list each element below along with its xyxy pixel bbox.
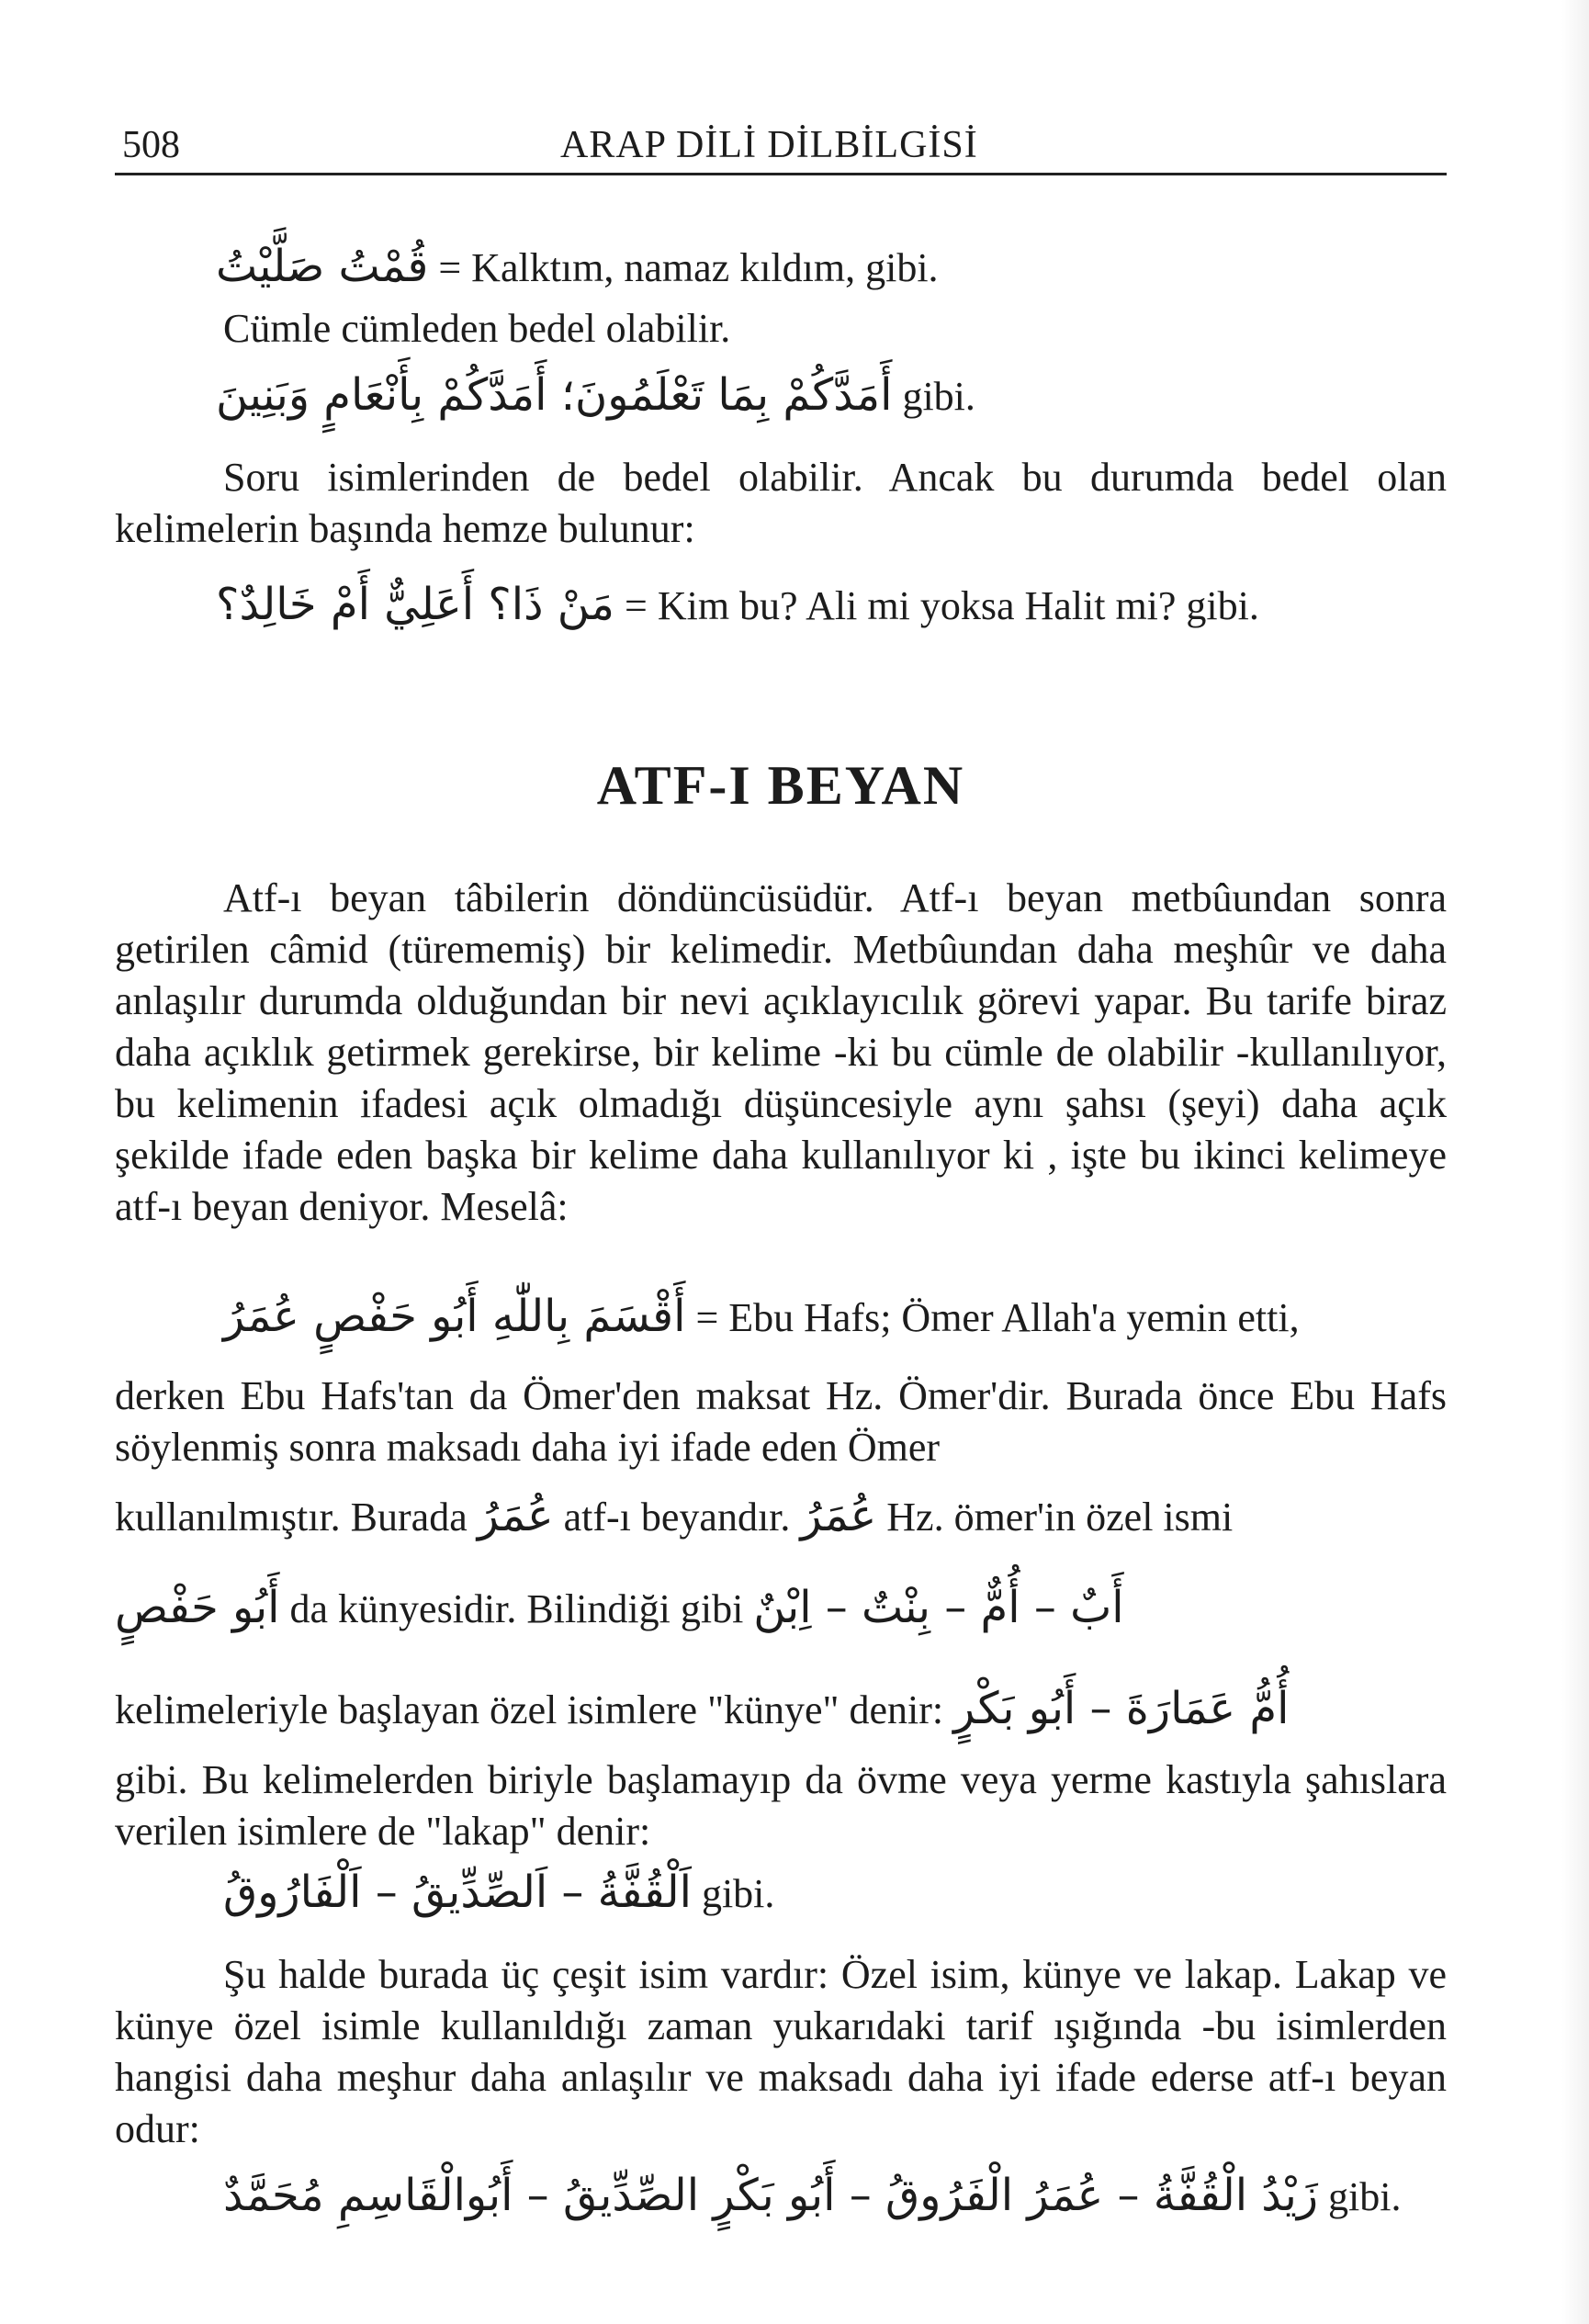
arabic-example: أَمَدَّكُمْ بِمَا تَعْلَمُونَ؛ أَمَدَّكُمْ بِأَنْعَامٍ وَبَنِينَ <box>216 369 893 421</box>
paragraph-su-halde: Şu halde burada üç çeşit isim vardır: Özel isim, künye ve lakap. Lakap ve künye özel isimle kullanıldığı zaman yukarıdaki tarif ışığında -bu isimlerden hangisi daha meşhur daha anlaşılır ve maksadı daha iyi ifade ederse atf-ı beyan odur: <box>115 1952 1447 2151</box>
line-kunye <box>115 1683 1289 1736</box>
example-names <box>223 2170 1401 2223</box>
arabic-word: أَبُو حَفْصٍ <box>115 1582 280 1633</box>
scan-edge-shadow <box>1561 0 1589 2324</box>
text-segment: da künyesidir. Bilindiği gibi <box>289 1586 744 1631</box>
sentence-bedel: Cümle cümleden bedel olabilir. <box>223 306 731 351</box>
arabic-example: مَنْ ذَا؟ أَعَلِيٌّ أَمْ خَالِدٌ؟ <box>216 579 614 630</box>
example-translation: = Kim bu? Ali mi yoksa Halit mi? gibi. <box>625 583 1259 628</box>
example-kim-bu <box>216 579 1259 632</box>
arabic-example: زَيْدُ الْقُفَّةُ – عُمَرُ الْفَرُوقُ – أَبُو بَكْرٍ الصِّدِّيقُ – أَبُوالْقَاسِمِ مُحَمَّدٌ <box>223 2170 1319 2221</box>
text-segment: kelimeleriyle başlayan özel isimlere "künye" denir: <box>115 1687 944 1732</box>
example-translation: = Kalktım, namaz kıldım, gibi. <box>438 245 939 290</box>
example-ebu-hafs <box>223 1291 1300 1344</box>
example-lakap <box>223 1867 774 1920</box>
arabic-word: عُمَرُ <box>800 1490 877 1541</box>
section-title: ATF-I BEYAN <box>596 755 965 816</box>
arabic-word: أَبٌ – أُمٌّ – بِنْتٌ – اِبْنٌ <box>753 1582 1124 1633</box>
paragraph-lakap: gibi. Bu kelimelerden biriyle başlamayıp da övme veya yerme kastıyla şahıslara verilen isimlere de "lakap" denir: <box>115 1757 1447 1854</box>
arabic-word: أُمُّ عَمَارَةَ – أَبُو بَكْرٍ <box>953 1683 1290 1734</box>
text-segment: atf-ı beyandır. <box>563 1495 791 1540</box>
example-translation: gibi. <box>701 1871 775 1916</box>
example-amaddakum <box>216 369 975 423</box>
arabic-word: عُمَرُ <box>477 1490 554 1541</box>
page-header <box>115 118 1447 175</box>
running-title: ARAP DİLİ DİLBİLGİSİ <box>560 124 978 166</box>
line-kunyesidir <box>115 1582 1124 1635</box>
arabic-example: قُمْتُ صَلَّيْتُ <box>216 241 429 292</box>
example-kalktim <box>216 241 939 294</box>
example-translation: gibi. <box>1328 2174 1402 2219</box>
paragraph-definition: Atf-ı beyan tâbilerin döndüncüsüdür. Atf-ı beyan metbûundan sonra getirilen câmid (türememiş) bir kelimedir. Metbûundan daha meşhûr ve daha anlaşılır durumda olduğundan bir nevi açıklayıcılık görevi yapar. Bu tarife biraz daha açıklık getirmek gerekirse, bir kelime -ki bu cümle de olabilir -kullanılıyor, bu kelimenin ifadesi açık olmadığı düşüncesiyle aynı şahsı (şeyi) daha açık şekilde ifade eden başka bir kelime daha kullanılıyor ki , işte bu ikinci kelimeye atf-ı beyan deniyor. Meselâ: <box>115 875 1447 1229</box>
arabic-example: اَلْقُفَّةُ – اَلصِّدِّيقُ – اَلْفَارُوقُ <box>223 1867 692 1918</box>
example-translation: = Ebu Hafs; Ömer Allah'a yemin etti, <box>695 1295 1300 1340</box>
text-segment: Hz. ömer'in özel ismi <box>886 1495 1234 1540</box>
paragraph-soru: Soru isimlerinden de bedel olabilir. Ancak bu durumda bedel olan kelimelerin başında hemze bulunur: <box>115 455 1447 551</box>
arabic-example: أَقْسَمَ بِاللّٰهِ أَبُو حَفْصٍ عُمَرُ <box>223 1291 686 1342</box>
page-number: 508 <box>122 124 180 166</box>
text-segment: kullanılmıştır. Burada <box>115 1495 468 1540</box>
book-page <box>115 0 1447 2324</box>
example-translation: gibi. <box>902 374 975 419</box>
line-kullanilmistir <box>115 1490 1233 1543</box>
paragraph-derken: derken Ebu Hafs'tan da Ömer'den maksat Hz. Ömer'dir. Burada önce Ebu Hafs söylenmiş sonra maksadı daha iyi ifade eden Ömer <box>115 1373 1447 1470</box>
